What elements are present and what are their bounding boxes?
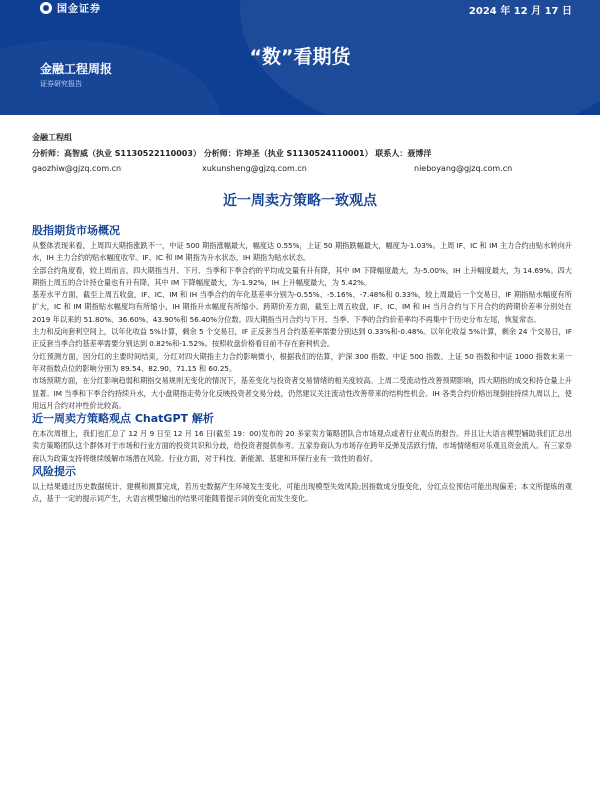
analyst-line: 分析师：高智威（执业 S1130522110003） 分析师：许坤圣（执业 S1130524110001） 联系人：聂博洋 [32,149,432,158]
paragraph: 主力和反向套利空间上，以年化收益 5%计算，剩余 5 个交易日，IF 正反套当月合约基差率需要分别达到 0.33%和-0.48%。以年化收益 5%计算，剩余 24 个交易日，IF 正反套当季合约基差率需要分别达到 0.82%和-1.52%。按照收盘价格看目前不存在套利机会。 [32,327,572,349]
report-date: 2024 年 12 月 17 日 [468,6,572,17]
logo-text: 国金证券 [57,4,101,15]
section-heading: 近一周卖方策略观点 ChatGPT 解析 [32,412,214,426]
paragraph: 在本次周报上，我们也汇总了 12 月 9 日至 12 月 16 日(截至 19：00)发布的 20 多家卖方策略团队合市场观点或者行业观点的报告。并且让大语言模型辅助我们汇总出卖方策略团队这个群体对于市场和行业方面的投资共识和分歧，给投资者提供参考。五家券商认为市场存在跨年反弹及活跃行情，市场情绪相对乐观且资金流入。有三家券商认为政策支持将继续缓解市场潜在风险。行业方面，对于科技、新能源、基建和环保行业有一致性的看好。 [32,429,572,463]
section-heading: 风险提示 [32,465,76,479]
report-series: 金融工程周报 [40,62,113,76]
report-body [32,224,572,506]
section-heading: 股指期货市场概况 [32,224,120,237]
logo-icon [40,2,52,14]
paragraph: 分红预测方面，因分红的主要时间结束，分红对四大期指主力合约影响微小，根据我们的估算，沪深 300 指数、中证 500 指数、上证 50 指数和中证 1000 指数未来一年对指数点位的影响分别为 89.54、82.90、71.15 和 60.25。 [32,351,572,373]
paragraph: 从整体表现来看，上周四大期指涨跌不一，中证 500 期指涨幅最大，幅度达 0.55%，上证 50 期指跌幅最大，幅度为-1.03%。上周 IF、IC 和 IM 主力合约由贴水转向升水，IH 主力合约的贴水幅度收窄。IF、IC 和 IM 期指为升水状态，IH 期指为贴水状态。 [32,241,572,263]
email-link[interactable]: nieboyang@gjzq.com.cn [414,164,513,173]
report-type: 证券研究报告 [40,80,82,88]
paragraph: 基差水平方面，截至上周五收盘，IF、IC、IM 和 IH 当季合约的年化基差率分别为-0.55%、-5.16%、-7.48%和 0.33%，较上周最后一个交易日，IF 期指贴水幅度有所扩大，IC 和 IM 期指贴水幅度均有所缩小，IH 期指升水幅度有所缩小。跨期价差方面，截至上周五收盘，IF、IC、IM 和 IH 当月合约与下月合约的跨期价差率分别处在 2019 年以来的 51.80%、36.60%、43.90%和 56.40%分位数。四大期指当月合约与下月、当季、下季的合约价差率均不再集中于历史分布左尾，恢复常态。 [32,290,572,324]
email-row [32,164,572,176]
report-title: “数”看期货 [249,46,351,68]
report-headline: 近一周卖方策略一致观点 [223,193,377,209]
company-logo [40,0,101,15]
email-link[interactable]: xukunsheng@gjzq.com.cn [202,164,307,173]
header-banner [0,0,600,115]
paragraph: 市场预期方面，在分红影响趋弱和期指交易规则无变化的情况下，基差变化与投资者交易情绪的相关度较高。上周二受流动性改善预期影响，四大期指的成交和持仓量上升显著。IM 当季和下季合约持续升水，大小盘期指走势分化反映投资者交易分歧，仍然建议关注流动性改善带来的结构性机会。IH 各类合约价格出现倒挂持续九周以上，使用远月合约对冲性价比较高。 [32,376,572,410]
paragraph: 全部合约角度看，较上周而言，四大期指当月、下月、当季和下季合约的平均成交量有升有降，其中 IM 下降幅度最大，为-5.00%，IH 上升幅度最大，为 14.69%。四大期指上周五的合计持仓量也有升有降，其中 IM 下降幅度最大，为-1.92%，IH 上升幅度最大，为 5.42%。 [32,265,572,287]
research-group: 金融工程组 [32,133,72,142]
paragraph: 以上结果通过历史数据统计、建模和测算完成，若历史数据产生环境发生变化，可能出现模型失效风险;因指数成分股变化，分红点位预估可能出现偏差；本文所提炼的观点，基于一定的提示词产生，大语言模型输出的结果可能随着提示词的变化而发生变化。 [32,482,572,504]
email-link[interactable]: gaozhiw@gjzq.com.cn [32,164,122,173]
